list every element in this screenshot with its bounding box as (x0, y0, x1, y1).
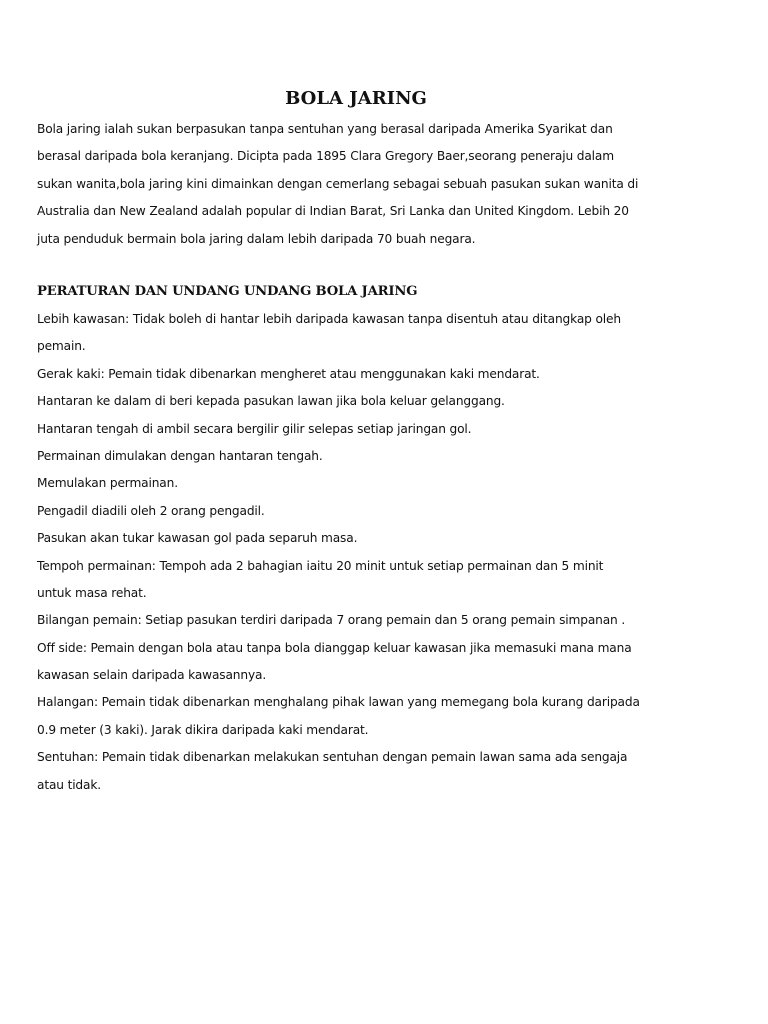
rule-line: Memulakan permainan. (37, 476, 178, 491)
rule-line: Sentuhan: Pemain tidak dibenarkan melakukan sentuhan dengan pemain lawan sama ada sengaja (37, 750, 628, 765)
rule-line: Tempoh permainan: Tempoh ada 2 bahagian iaitu 20 minit untuk setiap permainan dan 5 minit (37, 558, 604, 573)
rule-line: Lebih kawasan: Tidak boleh di hantar lebih daripada kawasan tanpa disentuh atau ditangkap oleh (37, 312, 621, 326)
rule-line: Bilangan pemain: Setiap pasukan terdiri daripada 7 orang pemain dan 5 orang pemain simpanan . (37, 613, 626, 628)
rule-line: atau tidak. (37, 777, 101, 792)
rule-line: pemain. (37, 339, 86, 354)
rule-line: Pasukan akan tukar kawasan gol pada separuh masa. (37, 531, 358, 546)
intro-line: juta penduduk bermain bola jaring dalam lebih daripada 70 buah negara. (37, 231, 476, 246)
intro-paragraph (37, 116, 637, 253)
intro-line: berasal daripada bola keranjang. Dicipta pada 1895 Clara Gregory Baer,seorang peneraju dalam (37, 149, 614, 164)
rules-list (37, 306, 640, 799)
intro-line: sukan wanita,bola jaring kini dimainkan dengan cemerlang sebagai sebuah pasukan sukan wanita di (37, 176, 639, 191)
intro-line: Australia dan New Zealand adalah popular di Indian Barat, Sri Lanka dan United Kingdom. Lebih 20 (37, 204, 629, 219)
rule-line: Hantaran tengah di ambil secara bergilir gilir selepas setiap jaringan gol. (37, 421, 472, 436)
rule-line: Gerak kaki: Pemain tidak dibenarkan mengheret atau menggunakan kaki mendarat. (37, 366, 540, 381)
document-title: BOLA JARING (285, 88, 427, 109)
rule-line: kawasan selain daripada kawasannya. (37, 668, 267, 683)
rule-line: Hantaran ke dalam di beri kepada pasukan lawan jika bola keluar gelanggang. (37, 394, 505, 409)
rule-line: untuk masa rehat. (37, 585, 147, 600)
rule-line: 0.9 meter (3 kaki). Jarak dikira daripada kaki mendarat. (37, 722, 369, 737)
rule-line: Permainan dimulakan dengan hantaran tengah. (37, 448, 323, 463)
section-heading: PERATURAN DAN UNDANG UNDANG BOLA JARING (37, 284, 418, 299)
rule-line: Pengadil diadili oleh 2 orang pengadil. (37, 503, 265, 518)
rule-line: Off side: Pemain dengan bola atau tanpa bola dianggap keluar kawasan jika memasuki mana mana (37, 640, 632, 655)
rule-line: Halangan: Pemain tidak dibenarkan menghalang pihak lawan yang memegang bola kurang daripada (37, 695, 640, 710)
intro-line: Bola jaring ialah sukan berpasukan tanpa sentuhan yang berasal daripada Amerika Syarikat dan (37, 122, 613, 136)
